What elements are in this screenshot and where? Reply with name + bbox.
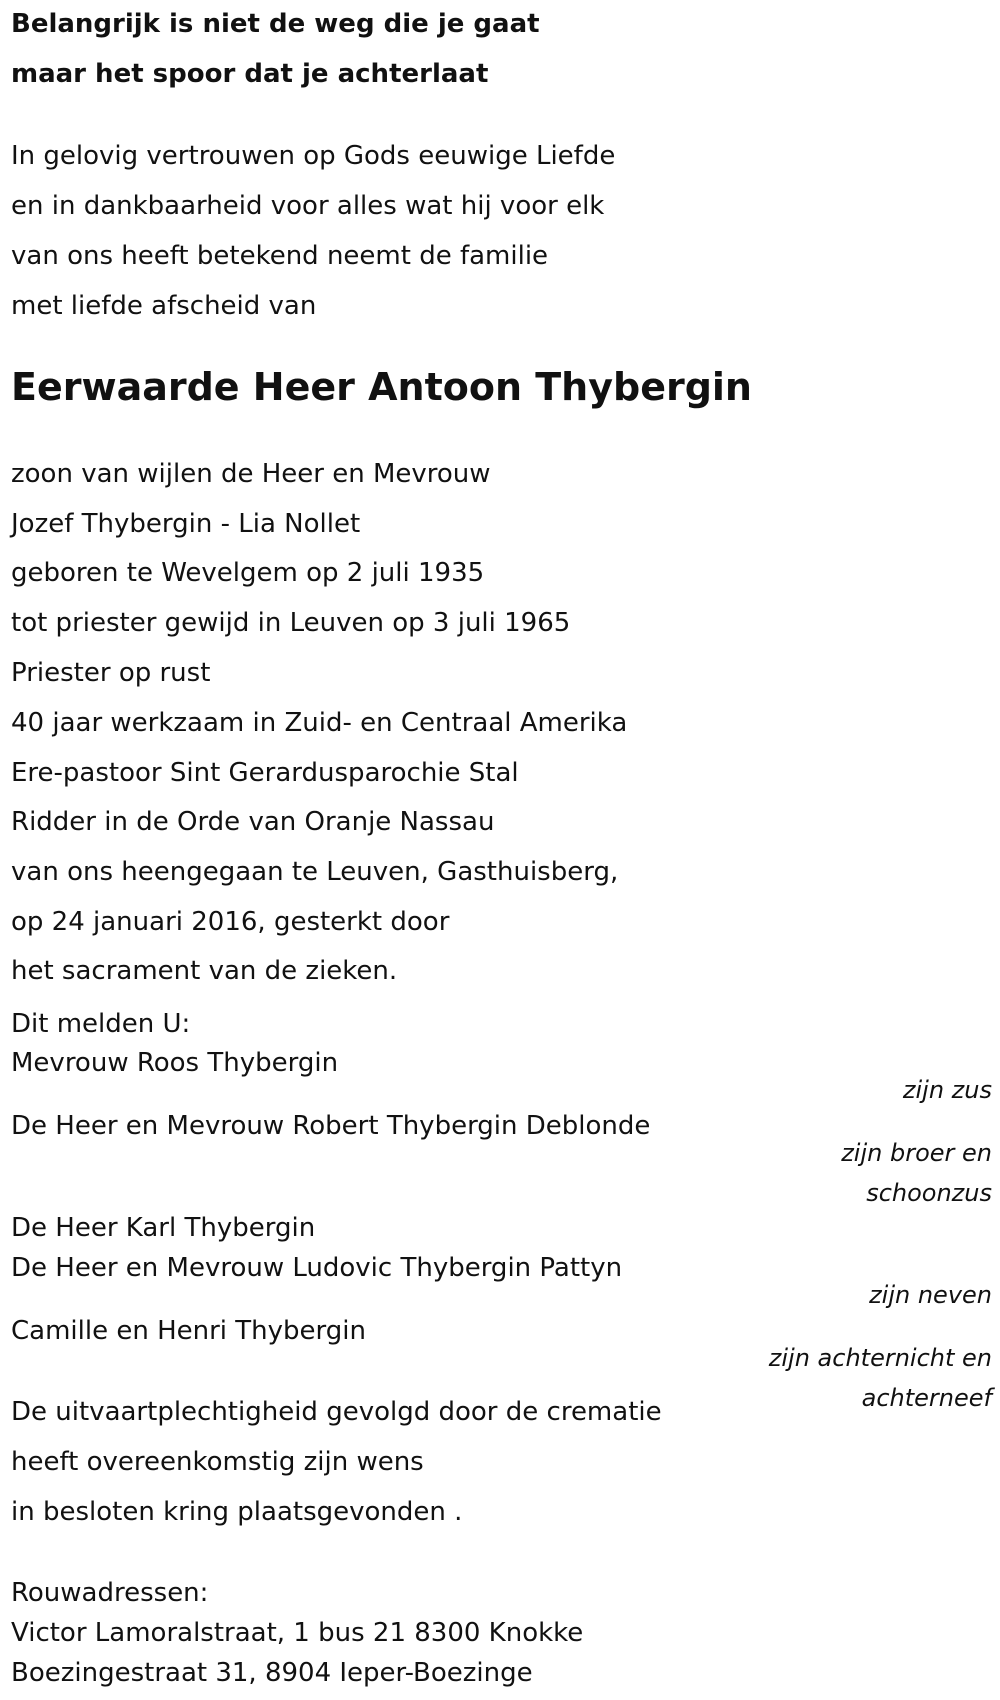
- address-line: Victor Lamoralstraat, 1 bus 21 8300 Knokke: [11, 1618, 584, 1648]
- family-name: De Heer en Mevrouw Ludovic Thybergin Pattyn: [11, 1253, 623, 1283]
- family-name: Mevrouw Roos Thybergin: [11, 1048, 339, 1078]
- bio-line: Priester op rust: [11, 658, 211, 688]
- intro-line-4: met liefde afscheid van: [11, 291, 317, 321]
- family-relation: [769, 1338, 992, 1418]
- intro-line-1: In gelovig vertrouwen op Gods eeuwige Liefde: [11, 141, 616, 171]
- bio-line: Ridder in de Orde van Oranje Nassau: [11, 807, 495, 837]
- bio-line: geboren te Wevelgem op 2 juli 1935: [11, 558, 485, 588]
- family-name: De Heer Karl Thybergin: [11, 1213, 316, 1243]
- bio-line: 40 jaar werkzaam in Zuid- en Centraal Amerika: [11, 708, 628, 738]
- announce-text: Dit melden U:: [11, 1009, 191, 1039]
- motto-line-1: Belangrijk is niet de weg die je gaat: [11, 9, 540, 39]
- relation-line: zijn zus: [902, 1076, 992, 1104]
- relation-line: schoonzus: [866, 1179, 992, 1207]
- family-name: Camille en Henri Thybergin: [11, 1316, 366, 1346]
- bio-line: tot priester gewijd in Leuven op 3 juli 1965: [11, 608, 571, 638]
- intro-line-2: en in dankbaarheid voor alles wat hij voor elk: [11, 191, 605, 221]
- relation-line: zijn neven: [869, 1281, 992, 1309]
- funeral-line: De uitvaartplechtigheid gevolgd door de crematie: [11, 1397, 662, 1427]
- relation-line: zijn achternicht en: [768, 1344, 992, 1372]
- family-relation: [869, 1275, 992, 1315]
- bio-line: Jozef Thybergin - Lia Nollet: [11, 509, 361, 539]
- addresses-label: Rouwadressen:: [11, 1578, 209, 1608]
- funeral-line: in besloten kring plaatsgevonden .: [11, 1497, 463, 1527]
- address-line: Boezingestraat 31, 8904 Ieper-Boezinge: [11, 1658, 533, 1688]
- relation-line: zijn broer en: [841, 1139, 992, 1167]
- family-relation: [841, 1133, 992, 1213]
- funeral-line: heeft overeenkomstig zijn wens: [11, 1447, 424, 1477]
- bio-line: op 24 januari 2016, gesterkt door: [11, 907, 450, 937]
- bio-line: van ons heengegaan te Leuven, Gasthuisberg,: [11, 857, 619, 887]
- relation-line: achterneef: [861, 1384, 992, 1412]
- bio-line: Ere-pastoor Sint Gerardusparochie Stal: [11, 758, 519, 788]
- motto-line-2: maar het spoor dat je achterlaat: [11, 59, 489, 89]
- family-relation: [903, 1070, 992, 1110]
- bio-line: het sacrament van de zieken.: [11, 956, 398, 986]
- deceased-name: Eerwaarde Heer Antoon Thybergin: [11, 365, 752, 409]
- family-name: De Heer en Mevrouw Robert Thybergin Deblonde: [11, 1111, 651, 1141]
- intro-line-3: van ons heeft betekend neemt de familie: [11, 241, 549, 271]
- bio-line: zoon van wijlen de Heer en Mevrouw: [11, 459, 491, 489]
